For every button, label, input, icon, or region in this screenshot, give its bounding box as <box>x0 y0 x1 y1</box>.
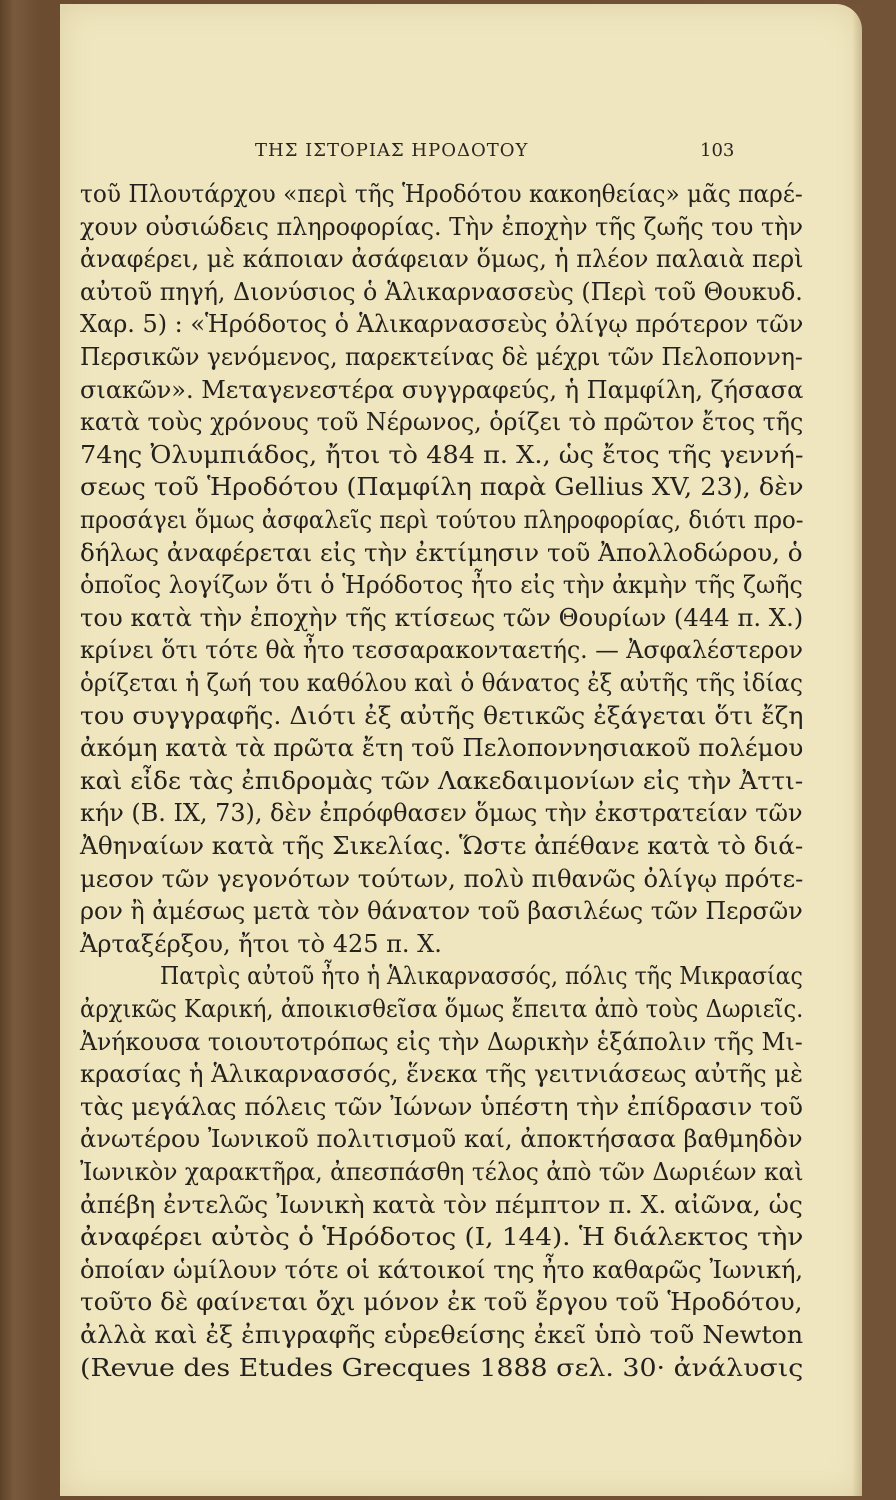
text-line: κρασίας ἡ Ἁλικαρνασσός, ἕνεκα τῆς γειτνιάσεως αὐτῆς μὲ <box>80 1060 803 1089</box>
text-line: ἀναφέρει αὐτὸς ὁ Ἡρόδοτος (Ι, 144). Ἡ διάλεκτος τὴν <box>80 1223 804 1252</box>
text-line: κήν (Β. ΙΧ, 73), δὲν ἐπρόφθασεν ὅμως τὴν ἐκστρατείαν τῶν <box>80 799 803 828</box>
text-line: χουν οὐσιώδεις πληροφορίας. Τὴν ἐποχὴν τῆς ζωῆς του τὴν <box>80 212 803 241</box>
text-line: ὁρίζεται ἡ ζωή του καθόλου καὶ ὁ θάνατος ἐξ αὐτῆς τῆς ἰδίας <box>80 669 803 697</box>
text-line: τὰς μεγάλας πόλεις τῶν Ἰώνων ὑπέστη τὴν ἐπίδρασιν τοῦ <box>80 1092 803 1121</box>
text-line: ἀρχικῶς Καρική, ἀποικισθεῖσα ὅμως ἔπειτα ἀπὸ τοὺς Δωριεῖς. <box>80 995 804 1023</box>
text-line: 74ης Ὀλυμπιάδος, ἤτοι τὸ 484 π. Χ., ὡς ἔτος τῆς γεννή- <box>80 440 804 469</box>
text-line: κατὰ τοὺς χρόνους τοῦ Νέρωνος, ὁρίζει τὸ πρῶτον ἔτος τῆς <box>80 408 804 437</box>
text-line: ἀκόμη κατὰ τὰ πρῶτα ἔτη τοῦ Πελοποννησιακοῦ πολέμου <box>80 734 804 763</box>
text-line: ὁποῖος λογίζων ὅτι ὁ Ἡρόδοτος ἦτο εἰς τὴν ἀκμὴν τῆς ζωῆς <box>80 571 803 600</box>
text-line: ἀλλὰ καὶ ἐξ ἐπιγραφῆς εὑρεθείσης ἐκεῖ ὑπὸ τοῦ Newton <box>80 1321 804 1349</box>
text-line: Ἀνήκουσα τοιουτοτρόπως εἰς τὴν Δωρικὴν ἑξάπολιν τῆς Μι- <box>80 1027 803 1056</box>
text-line: (Revue des Etudes Grecques 1888 σελ. 30· ἀνάλυσις <box>80 1353 804 1382</box>
text-line: τοῦτο δὲ φαίνεται ὄχι μόνον ἐκ τοῦ ἔργου τοῦ Ἡροδότου, <box>80 1288 803 1317</box>
text-line: μεσον τῶν γεγονότων τούτων, πολὺ πιθανῶς ὀλίγῳ πρότε- <box>80 864 804 893</box>
page-edge-shadow <box>852 4 862 1496</box>
text-line: δήλως ἀναφέρεται εἰς τὴν ἐκτίμησιν τοῦ Ἀπολλοδώρου, ὁ <box>80 538 803 567</box>
text-line: Ἀθηναίων κατὰ τῆς Σικελίας. Ὥστε ἀπέθανε κατὰ τὸ διά- <box>80 832 804 860</box>
running-head-title: ΤΗΣ ΙΣΤΟΡΙΑΣ ΗΡΟΔΟΤΟΥ <box>255 140 529 161</box>
text-line: ἀνωτέρου Ἰωνικοῦ πολιτισμοῦ καί, ἀποκτήσασα βαθμηδὸν <box>80 1125 803 1154</box>
text-line: Χαρ. 5) : «Ἡρόδοτος ὁ Ἁλικαρνασσεὺς ὀλίγῳ πρότερον τῶν <box>80 310 804 339</box>
running-head <box>60 136 862 166</box>
text-line: προσάγει ὅμως ἀσφαλεῖς περὶ τούτου πληροφορίας, διότι προ- <box>80 506 804 534</box>
text-line: Πατρὶς αὐτοῦ ἦτο ἡ Ἁλικαρνασσός, πόλις τῆς Μικρασίας <box>160 962 803 991</box>
text-line: σεως τοῦ Ἡροδότου (Παμφίλη παρὰ Gellius XV, 23), δὲν <box>80 473 804 502</box>
text-line: ρον ἢ ἀμέσως μετὰ τὸν θάνατον τοῦ βασιλέως τῶν Περσῶν <box>80 897 803 926</box>
text-line: Ἀρταξέρξου, ἤτοι τὸ 425 π. Χ. <box>80 929 442 958</box>
text-line: ἀπέβη ἐντελῶς Ἰωνικὴ κατὰ τὸν πέμπτον π. Χ. αἰῶνα, ὡς <box>80 1190 803 1219</box>
text-line: του κατὰ τὴν ἐποχὴν τῆς κτίσεως τῶν Θουρίων (444 π. Χ.) <box>80 603 804 632</box>
text-line: Περσικῶν γενόμενος, παρεκτείνας δὲ μέχρι τῶν Πελοποννη- <box>80 343 803 371</box>
text-line: τοῦ Πλουτάρχου «περὶ τῆς Ἡροδότου κακοηθείας» μᾶς παρέ- <box>80 180 803 208</box>
text-line: καὶ εἶδε τὰς ἐπιδρομὰς τῶν Λακεδαιμονίων εἰς τὴν Ἀττι- <box>80 766 804 795</box>
text-line: αὐτοῦ πηγή, Διονύσιος ὁ Ἁλικαρνασσεὺς (Περὶ τοῦ Θουκυδ. <box>80 277 803 306</box>
text-line: του συγγραφῆς. Διότι ἐξ αὐτῆς θετικῶς ἐξάγεται ὅτι ἔζη <box>80 701 804 730</box>
text-line: Ἰωνικὸν χαρακτῆρα, ἀπεσπάσθη τέλος ἀπὸ τῶν Δωριέων καὶ <box>80 1158 804 1186</box>
text-line: κρίνει ὅτι τότε θὰ ἦτο τεσσαρακονταετής. — Ἀσφαλέστερον <box>80 636 803 665</box>
page-sheet <box>60 4 862 1496</box>
text-line: ὁποίαν ὡμίλουν τότε οἱ κάτοικοί της ἦτο καθαρῶς Ἰωνική, <box>80 1255 804 1284</box>
text-line: ἀναφέρει, μὲ κάποιαν ἀσάφειαν ὅμως, ἡ πλέον παλαιὰ περὶ <box>80 245 804 274</box>
text-line: σιακῶν». Μεταγενεστέρα συγγραφεύς, ἡ Παμφίλη, ζήσασα <box>80 375 804 404</box>
page-number: 103 <box>700 140 735 161</box>
